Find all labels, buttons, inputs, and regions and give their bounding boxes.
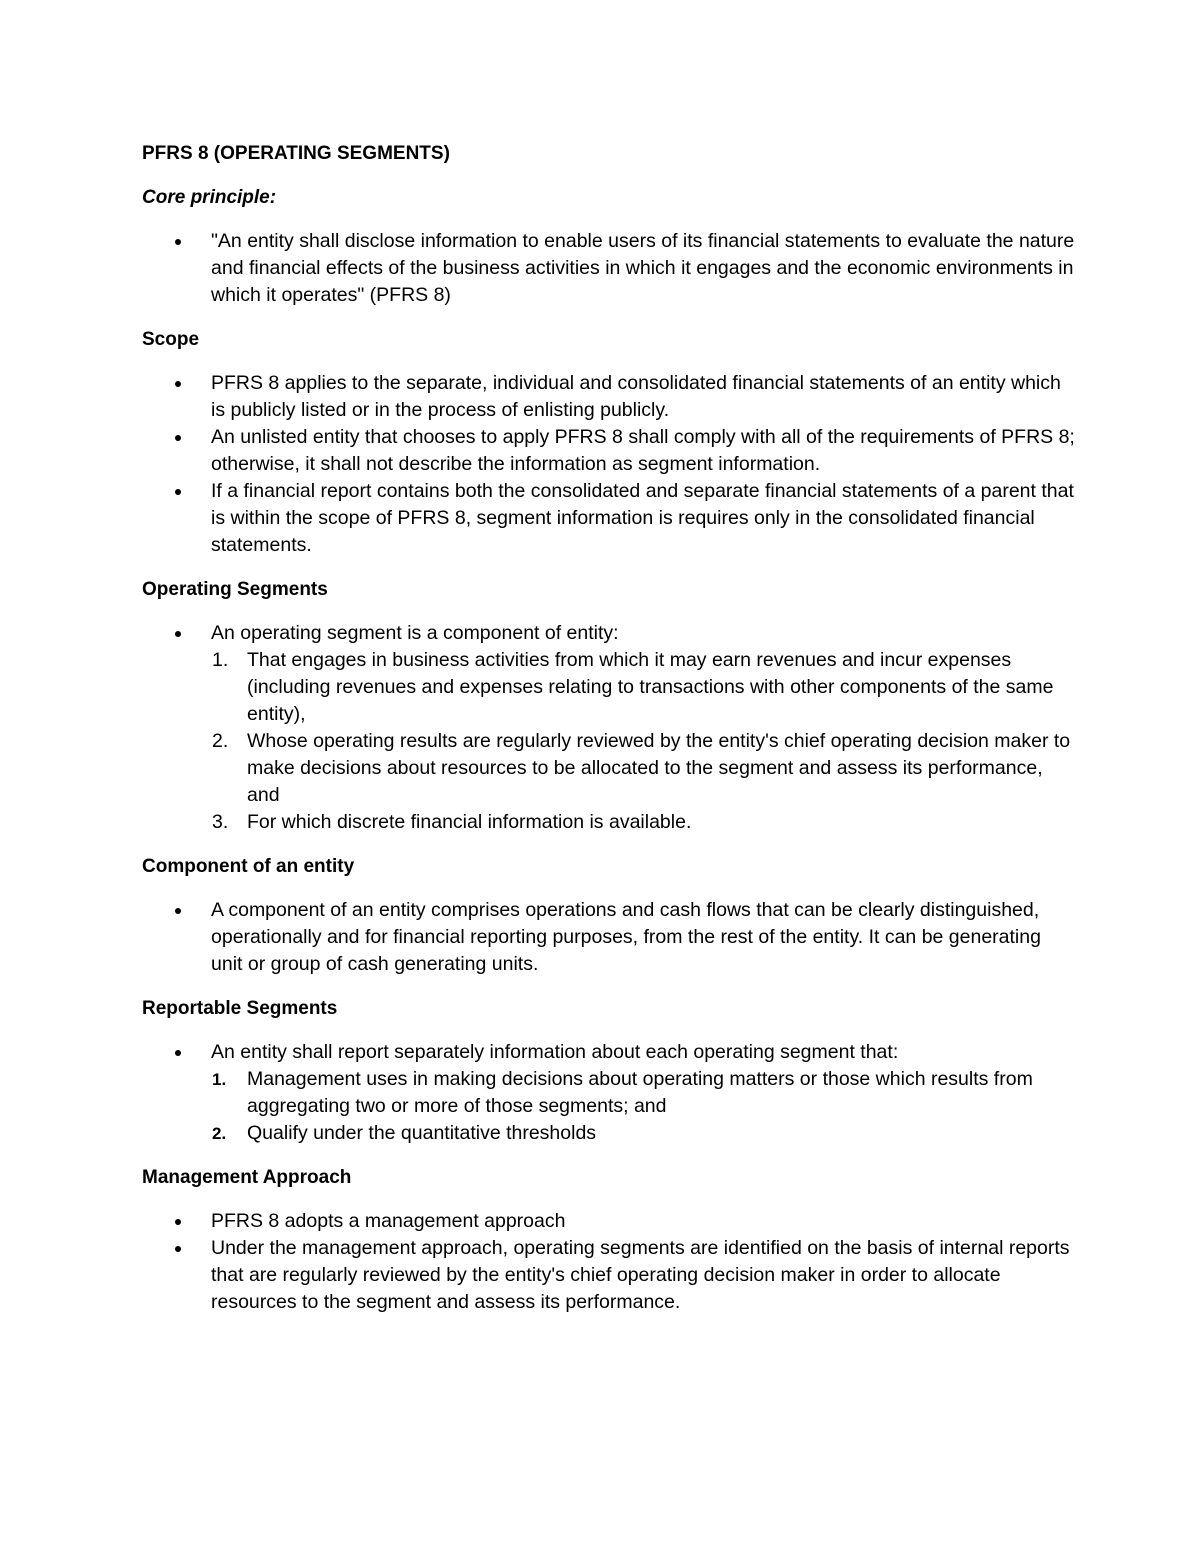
bullet-icon [175,489,181,495]
list-item [142,478,1077,559]
numbered-item-text: Qualify under the quantitative thresholds [247,1122,597,1144]
operating-segments-list [142,620,1077,836]
numbered-item-text: That engages in business activities from which it may earn revenues and incur expenses (including revenues and expenses relating to transactions with other components of the same entity), [247,649,1054,725]
list-item [142,424,1077,478]
numbered-item [211,728,1077,809]
bullet-icon [175,239,181,245]
reportable-segments-heading: Reportable Segments [142,998,338,1019]
bullet-icon [175,1219,181,1225]
reportable-segments-list [142,1039,1077,1147]
document-title: PFRS 8 (OPERATING SEGMENTS) [142,143,450,164]
numbered-item [211,809,1077,836]
numbered-item-text: Management uses in making decisions about operating matters or those which results from aggregating two or more of those segments; and [247,1068,1033,1117]
bullet-icon [175,381,181,387]
list-item [142,897,1077,978]
scope-list [142,370,1077,559]
list-item-text: An entity shall report separately information about each operating segment that: [211,1041,899,1063]
item-number: 2. [212,1124,227,1143]
list-item-text: A component of an entity comprises operations and cash flows that can be clearly distinguished, operationally and for financial reporting purposes, from the rest of the entity. It can be generating unit or group of cash generating units. [211,899,1041,975]
list-item [142,1235,1077,1316]
bullet-icon [175,1246,181,1252]
document-page [142,140,1077,1333]
bullet-icon [175,908,181,914]
list-item-text: An unlisted entity that chooses to apply PFRS 8 shall comply with all of the requirements of PFRS 8; otherwise, it shall not describe the information as segment information. [211,426,1075,475]
list-item-text: PFRS 8 applies to the separate, individual and consolidated financial statements of an entity which is publicly listed or in the process of enlisting publicly. [211,372,1061,421]
list-item [142,1208,1077,1235]
list-item-text: Under the management approach, operating segments are identified on the basis of internal reports that are regularly reviewed by the entity's chief operating decision maker in order to allocate resources to the segment and assess its performance. [211,1237,1070,1313]
list-item-text: "An entity shall disclose information to enable users of its financial statements to evaluate the nature and financial effects of the business activities in which it engages and the economic environments in which it operates" (PFRS 8) [211,230,1075,306]
bullet-icon [175,435,181,441]
list-item [142,1039,1077,1147]
bullet-icon [175,1050,181,1056]
operating-criteria-list [211,647,1077,836]
management-approach-heading: Management Approach [142,1167,352,1188]
list-item [142,228,1077,309]
operating-segments-heading: Operating Segments [142,579,328,600]
numbered-item [211,1066,1077,1120]
component-heading: Component of an entity [142,856,355,877]
list-item [142,370,1077,424]
item-number: 2. [212,730,229,752]
numbered-item [211,1120,1077,1147]
numbered-item-text: Whose operating results are regularly reviewed by the entity's chief operating decision maker to make decisions about resources to be allocated to the segment and assess its performance, and [247,730,1071,806]
item-number: 3. [212,811,229,833]
list-item-text: An operating segment is a component of entity: [211,622,619,644]
item-number: 1. [212,649,229,671]
reportable-criteria-list [211,1066,1077,1147]
management-approach-list [142,1208,1077,1316]
component-list [142,897,1077,978]
numbered-item-text: For which discrete financial information is available. [247,811,692,833]
item-number: 1. [212,1070,227,1089]
core-principle-list [142,228,1077,309]
list-item [142,620,1077,836]
scope-heading: Scope [142,329,200,350]
bullet-icon [175,631,181,637]
numbered-item [211,647,1077,728]
core-principle-heading: Core principle: [142,187,277,208]
list-item-text: PFRS 8 adopts a management approach [211,1210,566,1232]
list-item-text: If a financial report contains both the consolidated and separate financial statements of a parent that is within the scope of PFRS 8, segment information is requires only in the consolidated financial statements. [211,480,1074,556]
